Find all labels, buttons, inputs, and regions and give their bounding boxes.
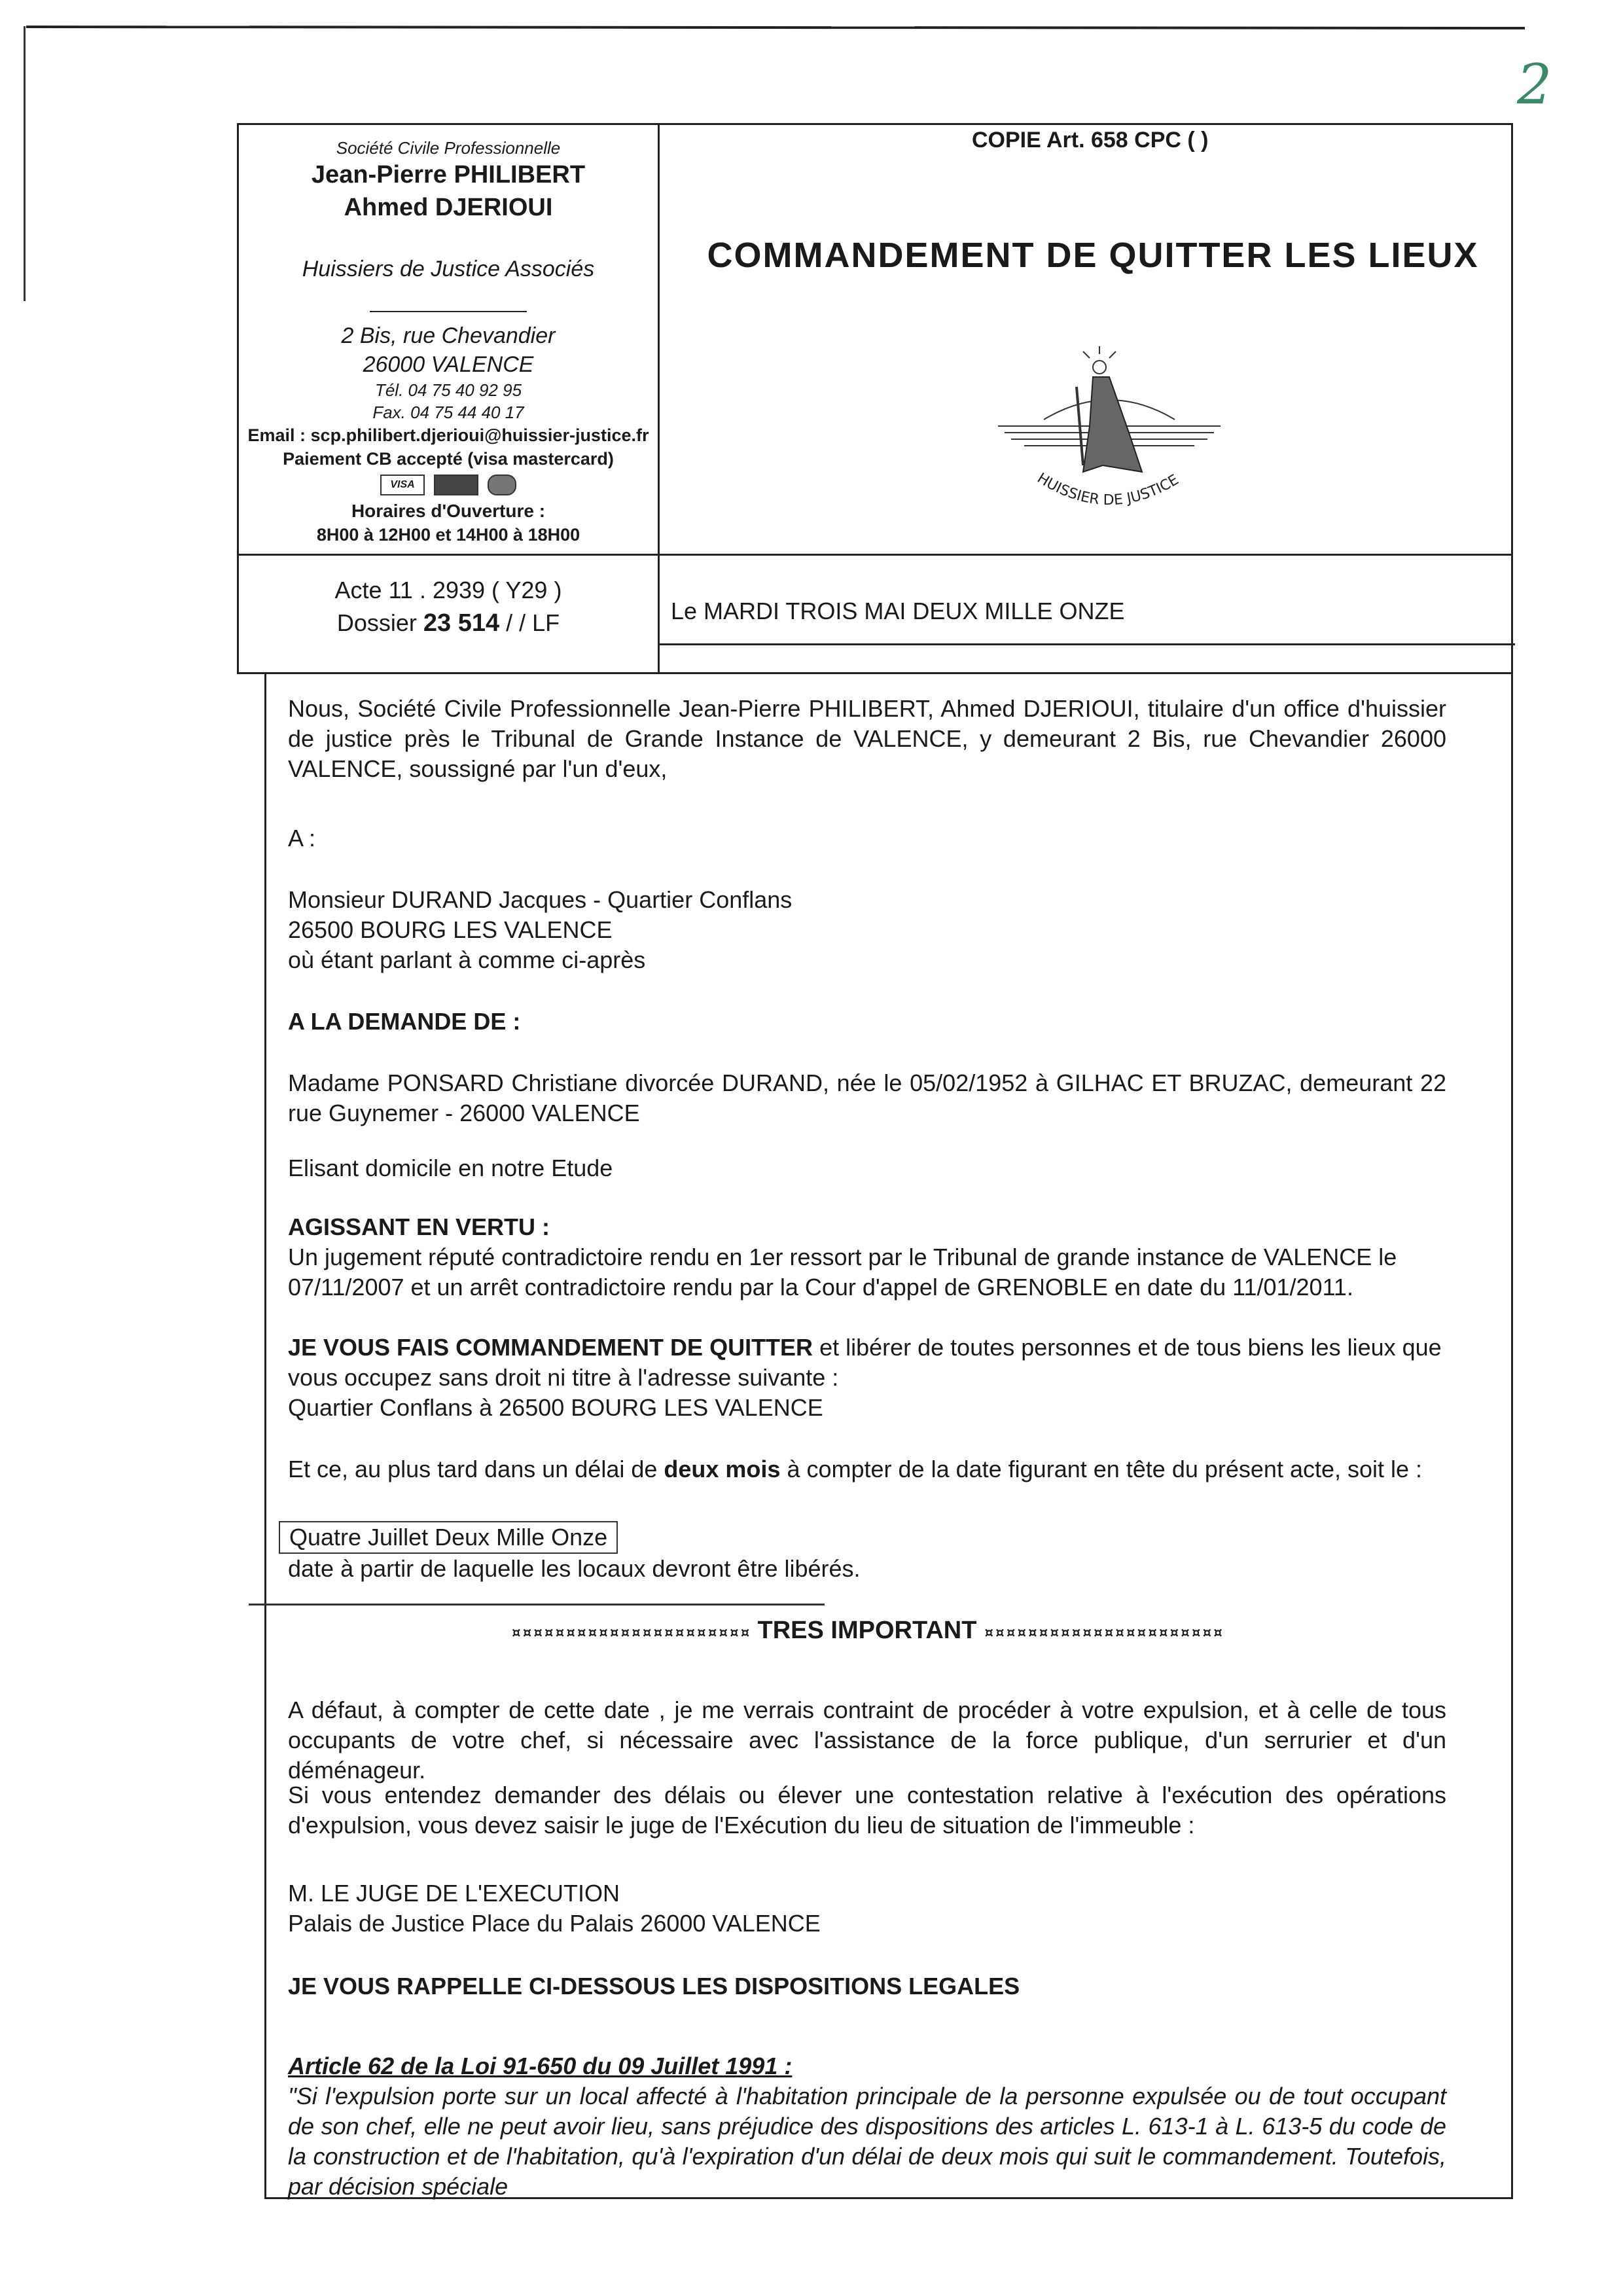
- dossier-line: [239, 607, 658, 639]
- copie-label: COPIE Art. 658 CPC ( ): [972, 128, 1209, 152]
- date-limite: Quatre Juillet Deux Mille Onze: [279, 1521, 618, 1554]
- firm-tel: Tél. 04 75 40 92 95: [374, 380, 522, 400]
- dossier-label: Dossier: [336, 609, 417, 636]
- delai-paragraph: [288, 1454, 1446, 1484]
- delai-bold: deux mois: [664, 1456, 781, 1482]
- firm-name-2: Ahmed DJERIOUI: [344, 194, 553, 221]
- important-label: TRES IMPORTANT: [757, 1617, 977, 1644]
- rappel-heading: JE VOUS RAPPELLE CI-DESSOUS LES DISPOSITIONS LEGALES: [288, 1973, 1020, 2000]
- visa-card-icon: VISA: [380, 475, 425, 495]
- header-box: [237, 123, 1513, 674]
- commandement-paragraph: [288, 1333, 1446, 1393]
- firm-fax: Fax. 04 75 44 40 17: [372, 403, 524, 422]
- mastercard-icon: [488, 475, 516, 495]
- acte-number: Acte 11 . 2939 ( Y29 ): [334, 577, 562, 603]
- decorative-pattern: ¤¤¤¤¤¤¤¤¤¤¤¤¤¤¤¤¤¤¤¤¤¤: [984, 1623, 1224, 1643]
- firm-block: [239, 138, 658, 547]
- firm-payment: Paiement CB accepté (visa mastercard): [283, 449, 614, 469]
- divider: [658, 125, 660, 672]
- important-heading: [288, 1615, 1446, 1648]
- delais-paragraph: Si vous entendez demander des délais ou élever une contestation relative à l'exécution des opérations d'expulsion, vous devez saisir le juge de l'Exécution du lieu de situation de l'immeuble :: [288, 1782, 1446, 1839]
- firm-type: Société Civile Professionnelle: [336, 138, 561, 158]
- divider: [658, 643, 1515, 645]
- acte-block: [239, 574, 658, 639]
- recipient-line-2: 26500 BOURG LES VALENCE: [288, 916, 613, 943]
- firm-name-1: Jean-Pierre PHILIBERT: [311, 161, 586, 188]
- domicile-line: Elisant domicile en notre Etude: [288, 1155, 613, 1181]
- commandement-text: et libérer de toutes personnes et de tous biens les lieux que vous occupez sans droit ni titre à l'adresse suivante :: [288, 1334, 1442, 1391]
- act-date: Le MARDI TROIS MAI DEUX MILLE ONZE: [671, 598, 1125, 624]
- scan-edge: [26, 26, 1525, 29]
- demandeur-paragraph: Madame PONSARD Christiane divorcée DURAND, née le 05/02/1952 à GILHAC ET BRUZAC, demeurant 22 rue Guynemer - 26000 VALENCE: [288, 1069, 1446, 1126]
- decorative-pattern: ¤¤¤¤¤¤¤¤¤¤¤¤¤¤¤¤¤¤¤¤¤¤: [510, 1623, 751, 1643]
- adresse-lieux: Quartier Conflans à 26500 BOURG LES VALENCE: [288, 1394, 823, 1421]
- payment-cards: [239, 475, 658, 495]
- underline-scribble: [249, 1604, 825, 1605]
- expulsion-paragraph: A défaut, à compter de cette date , je me verrais contraint de procéder à votre expulsion, et à celle de tous occupants de votre chef, si nécessaire avec l'assistance de la force publique, d'un serrurier et d'un déménageur.: [288, 1696, 1446, 1784]
- commandement-bold: JE VOUS FAIS COMMANDEMENT DE QUITTER: [288, 1334, 813, 1361]
- demande-label: A LA DEMANDE DE :: [288, 1008, 521, 1035]
- juge-line-1: M. LE JUGE DE L'EXECUTION: [288, 1880, 620, 1907]
- page-number: 2: [1517, 52, 1552, 117]
- huissier-emblem-icon: [985, 341, 1234, 537]
- date-limite-suite: date à partir de laquelle les locaux devront être libérés.: [288, 1555, 861, 1582]
- recipient-line-1: Monsieur DURAND Jacques - Quartier Conflans: [288, 886, 793, 913]
- juge-line-2: Palais de Justice Place du Palais 26000 VALENCE: [288, 1910, 821, 1937]
- hours-title: Horaires d'Ouverture :: [351, 501, 546, 521]
- vertu-label: AGISSANT EN VERTU :: [288, 1213, 550, 1240]
- date-limite-block: [288, 1521, 1446, 1584]
- recipient-line-3: où étant parlant à comme ci-après: [288, 946, 646, 973]
- document-title: COMMANDEMENT DE QUITTER LES LIEUX: [707, 236, 1479, 275]
- dossier-suffix: / / LF: [506, 609, 560, 636]
- firm-address-1: 2 Bis, rue Chevandier: [341, 323, 556, 348]
- hours: 8H00 à 12H00 et 14H00 à 18H00: [316, 525, 580, 545]
- divider: [370, 311, 527, 312]
- dossier-number: 23 514: [423, 609, 500, 637]
- a-label: A :: [288, 825, 316, 852]
- intro-paragraph: Nous, Société Civile Professionnelle Jean-Pierre PHILIBERT, Ahmed DJERIOUI, titulaire d'un office d'huissier de justice près le Tribunal de Grande Instance de VALENCE, y demeurant 2 Bis, rue Chevandier 26000 VALENCE, soussigné par l'un d'eux,: [288, 695, 1446, 782]
- firm-address-2: 26000 VALENCE: [363, 352, 534, 377]
- firm-title: Huissiers de Justice Associés: [302, 257, 595, 281]
- credit-card-icon: [434, 475, 478, 495]
- scan-edge: [24, 26, 26, 301]
- article-text: "Si l'expulsion porte sur un local affecté à l'habitation principale de la personne expulsée ou de tout occupant de son chef, elle ne peut avoir lieu, sans préjudice des dispositions des articles L. 613-1 à L. 613-5 du code de la construction et de l'habitation, qu'à l'expiration d'un délai de deux mois qui suit le commandement. Toutefois, par décision spéciale: [288, 2083, 1446, 2200]
- emblem-text: HUISSIER DE JUSTICE: [1034, 470, 1182, 509]
- firm-email: Email : scp.philibert.djerioui@huissier-justice.fr: [247, 425, 649, 445]
- divider: [239, 554, 1511, 556]
- delai-text-post: à compter de la date figurant en tête du présent acte, soit le :: [780, 1456, 1423, 1482]
- vertu-paragraph: Un jugement réputé contradictoire rendu en 1er ressort par le Tribunal de grande instance de VALENCE le 07/11/2007 et un arrêt contradictoire rendu par la Cour d'appel de GRENOBLE en date du 11/01/2011.: [288, 1244, 1397, 1300]
- delai-text-pre: Et ce, au plus tard dans un délai de: [288, 1456, 664, 1482]
- article-title: Article 62 de la Loi 91-650 du 09 Juillet 1991 :: [288, 2053, 793, 2079]
